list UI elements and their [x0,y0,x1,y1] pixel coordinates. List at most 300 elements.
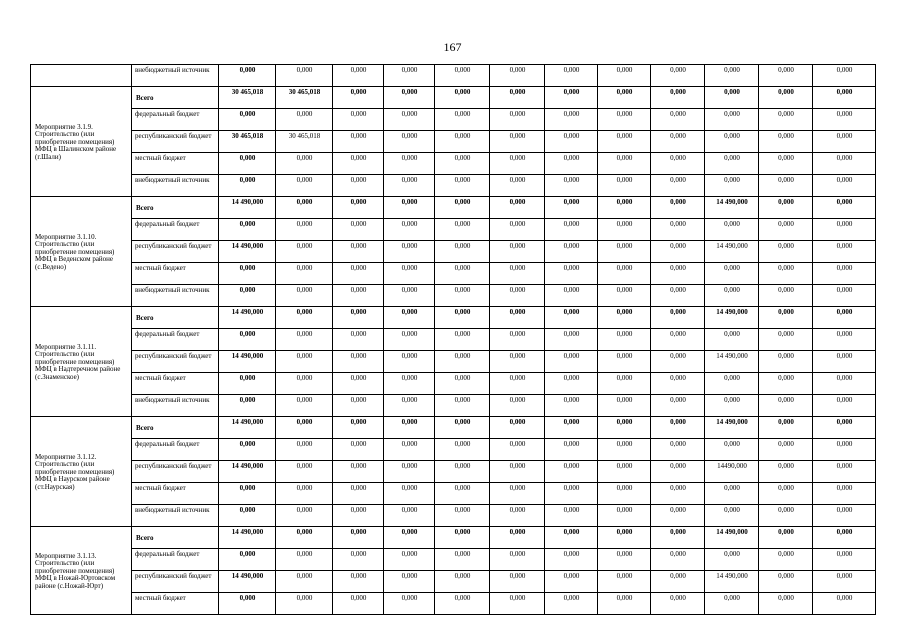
value-cell: 0,000 [759,527,813,549]
source-cell: Всего [132,417,219,439]
value-cell: 0,000 [759,65,813,87]
value-cell: 0,000 [333,351,384,373]
value-cell: 0,000 [813,527,876,549]
source-cell: внебюджетный источник [132,285,219,307]
value-cell: 0,000 [490,241,545,263]
value-cell: 0,000 [435,241,490,263]
value-cell: 0,000 [384,571,435,593]
value-cell: 0,000 [651,65,705,87]
value-cell: 0,000 [759,417,813,439]
value-cell: 0,000 [435,439,490,461]
value-cell: 0,000 [759,285,813,307]
source-cell: федеральный бюджет [132,439,219,461]
value-cell: 0,000 [384,131,435,153]
value-cell: 0,000 [219,483,276,505]
value-cell: 0,000 [219,373,276,395]
value-cell: 0,000 [333,395,384,417]
table-row [31,219,876,241]
value-cell: 0,000 [651,197,705,219]
value-cell: 0,000 [813,395,876,417]
table-row [31,131,876,153]
value-cell: 0,000 [598,593,651,615]
value-cell: 0,000 [490,65,545,87]
value-cell: 0,000 [435,593,490,615]
value-cell: 0,000 [813,549,876,571]
source-cell: внебюджетный источник [132,395,219,417]
source-cell: федеральный бюджет [132,109,219,131]
page-number: 167 [443,40,462,54]
value-cell: 0,000 [219,109,276,131]
value-cell: 0,000 [651,527,705,549]
value-cell: 0,000 [384,483,435,505]
value-cell: 30 465,018 [219,131,276,153]
budget-table [30,64,876,615]
table-row-total [31,197,876,219]
value-cell: 14 490,000 [219,197,276,219]
value-cell: 0,000 [219,263,276,285]
source-cell: республиканский бюджет [132,351,219,373]
value-cell: 0,000 [759,109,813,131]
value-cell: 14 490,000 [219,417,276,439]
value-cell: 0,000 [813,593,876,615]
value-cell: 0,000 [276,307,333,329]
value-cell: 0,000 [598,505,651,527]
value-cell: 14 490,000 [705,197,759,219]
value-cell: 0,000 [384,65,435,87]
value-cell: 0,000 [705,175,759,197]
value-cell: 0,000 [651,483,705,505]
value-cell: 0,000 [813,197,876,219]
value-cell: 0,000 [435,351,490,373]
value-cell: 0,000 [333,329,384,351]
value-cell: 0,000 [333,241,384,263]
value-cell: 0,000 [759,329,813,351]
value-cell: 0,000 [759,373,813,395]
source-cell: внебюджетный источник [132,505,219,527]
table-row [31,263,876,285]
value-cell: 0,000 [651,461,705,483]
value-cell: 0,000 [705,153,759,175]
table-row [31,153,876,175]
value-cell: 0,000 [705,505,759,527]
value-cell: 30 465,018 [276,87,333,109]
event-name-cell: Мероприятие 3.1.9. Строительство (или приобретение помещения) МФЦ в Шалинском районе (г.Шали) [31,87,132,197]
value-cell: 0,000 [333,461,384,483]
value-cell: 0,000 [813,175,876,197]
value-cell: 0,000 [545,483,598,505]
value-cell: 0,000 [813,241,876,263]
value-cell: 0,000 [490,417,545,439]
value-cell: 0,000 [545,329,598,351]
value-cell: 0,000 [759,571,813,593]
value-cell: 14 490,000 [219,241,276,263]
value-cell: 0,000 [759,175,813,197]
value-cell: 14 490,000 [219,307,276,329]
value-cell: 14490,000 [705,461,759,483]
value-cell: 0,000 [545,351,598,373]
table-row [31,439,876,461]
value-cell: 0,000 [276,571,333,593]
value-cell: 0,000 [813,65,876,87]
value-cell: 0,000 [219,329,276,351]
source-cell: федеральный бюджет [132,329,219,351]
value-cell: 0,000 [219,153,276,175]
value-cell: 0,000 [219,505,276,527]
value-cell: 0,000 [651,153,705,175]
value-cell: 0,000 [384,329,435,351]
value-cell: 0,000 [598,219,651,241]
value-cell: 0,000 [435,175,490,197]
value-cell: 0,000 [490,571,545,593]
value-cell: 0,000 [435,483,490,505]
value-cell: 0,000 [435,329,490,351]
value-cell: 14 490,000 [705,241,759,263]
table-row [31,109,876,131]
value-cell: 0,000 [705,131,759,153]
value-cell: 0,000 [813,285,876,307]
source-cell: местный бюджет [132,483,219,505]
table-row [31,571,876,593]
value-cell: 14 490,000 [705,571,759,593]
table-row [31,65,876,87]
value-cell: 0,000 [276,461,333,483]
value-cell: 0,000 [545,109,598,131]
value-cell: 0,000 [276,109,333,131]
source-cell: Всего [132,527,219,549]
value-cell: 0,000 [651,329,705,351]
value-cell: 0,000 [384,285,435,307]
value-cell: 0,000 [598,395,651,417]
value-cell: 0,000 [276,351,333,373]
value-cell: 0,000 [598,461,651,483]
source-cell: республиканский бюджет [132,571,219,593]
value-cell: 14 490,000 [219,351,276,373]
value-cell: 14 490,000 [219,527,276,549]
value-cell: 0,000 [333,131,384,153]
event-name-cell: Мероприятие 3.1.12. Строительство (или приобретение помещения) МФЦ в Наурском районе (ст.Наурская) [31,417,132,527]
value-cell: 0,000 [333,439,384,461]
value-cell: 0,000 [276,505,333,527]
table-row-total [31,417,876,439]
source-cell: внебюджетный источник [132,65,219,87]
value-cell: 0,000 [435,373,490,395]
value-cell: 0,000 [598,197,651,219]
value-cell: 0,000 [598,527,651,549]
value-cell: 0,000 [435,131,490,153]
table-row [31,483,876,505]
value-cell: 30 465,018 [219,87,276,109]
value-cell: 0,000 [276,329,333,351]
value-cell: 0,000 [651,417,705,439]
value-cell: 0,000 [384,197,435,219]
value-cell: 14 490,000 [705,307,759,329]
value-cell: 0,000 [545,131,598,153]
value-cell: 0,000 [651,395,705,417]
value-cell: 0,000 [759,197,813,219]
value-cell: 0,000 [598,131,651,153]
value-cell: 0,000 [435,527,490,549]
value-cell: 0,000 [276,285,333,307]
value-cell: 0,000 [651,175,705,197]
value-cell: 0,000 [490,593,545,615]
source-cell: Всего [132,307,219,329]
value-cell: 0,000 [545,571,598,593]
value-cell: 0,000 [545,395,598,417]
value-cell: 0,000 [705,549,759,571]
value-cell: 0,000 [276,527,333,549]
value-cell: 0,000 [384,351,435,373]
value-cell: 0,000 [276,65,333,87]
value-cell: 0,000 [813,131,876,153]
value-cell: 0,000 [598,153,651,175]
value-cell: 0,000 [545,461,598,483]
value-cell: 0,000 [705,109,759,131]
value-cell: 0,000 [435,87,490,109]
value-cell: 14 490,000 [705,351,759,373]
value-cell: 0,000 [435,307,490,329]
value-cell: 0,000 [384,439,435,461]
value-cell: 0,000 [490,505,545,527]
value-cell: 0,000 [333,197,384,219]
value-cell: 0,000 [435,153,490,175]
value-cell: 0,000 [333,307,384,329]
value-cell: 0,000 [759,461,813,483]
value-cell: 0,000 [598,87,651,109]
value-cell: 0,000 [435,395,490,417]
table-row [31,329,876,351]
value-cell: 0,000 [705,395,759,417]
value-cell: 0,000 [759,593,813,615]
value-cell: 0,000 [490,395,545,417]
source-cell: местный бюджет [132,263,219,285]
table-row-total [31,87,876,109]
value-cell: 0,000 [276,241,333,263]
value-cell: 0,000 [813,483,876,505]
value-cell: 0,000 [705,87,759,109]
value-cell: 0,000 [276,197,333,219]
source-cell: местный бюджет [132,153,219,175]
value-cell: 0,000 [333,483,384,505]
value-cell: 0,000 [545,87,598,109]
value-cell: 0,000 [598,483,651,505]
value-cell: 14 490,000 [219,571,276,593]
value-cell: 0,000 [813,109,876,131]
value-cell: 0,000 [705,483,759,505]
value-cell: 0,000 [759,483,813,505]
value-cell: 0,000 [759,307,813,329]
value-cell: 0,000 [384,175,435,197]
value-cell: 0,000 [490,549,545,571]
value-cell: 0,000 [545,219,598,241]
value-cell: 0,000 [490,263,545,285]
value-cell: 0,000 [598,175,651,197]
event-cell-continued [31,65,132,87]
value-cell: 0,000 [384,307,435,329]
value-cell: 0,000 [276,153,333,175]
value-cell: 0,000 [435,285,490,307]
source-cell: федеральный бюджет [132,219,219,241]
value-cell: 0,000 [435,109,490,131]
value-cell: 0,000 [333,417,384,439]
value-cell: 0,000 [759,351,813,373]
value-cell: 0,000 [545,593,598,615]
table-row [31,285,876,307]
value-cell: 14 490,000 [705,417,759,439]
value-cell: 0,000 [545,263,598,285]
value-cell: 0,000 [490,483,545,505]
value-cell: 0,000 [333,527,384,549]
value-cell: 0,000 [219,549,276,571]
value-cell: 0,000 [384,505,435,527]
value-cell: 0,000 [435,65,490,87]
value-cell: 0,000 [384,461,435,483]
value-cell: 0,000 [384,87,435,109]
value-cell: 0,000 [813,373,876,395]
value-cell: 0,000 [384,263,435,285]
source-cell: республиканский бюджет [132,241,219,263]
value-cell: 0,000 [219,395,276,417]
value-cell: 0,000 [490,307,545,329]
value-cell: 0,000 [598,373,651,395]
table-row [31,373,876,395]
value-cell: 0,000 [545,549,598,571]
value-cell: 0,000 [490,175,545,197]
value-cell: 0,000 [333,65,384,87]
value-cell: 0,000 [219,175,276,197]
value-cell: 0,000 [705,593,759,615]
table-row [31,461,876,483]
value-cell: 0,000 [490,219,545,241]
value-cell: 0,000 [435,417,490,439]
value-cell: 0,000 [813,439,876,461]
value-cell: 0,000 [545,373,598,395]
value-cell: 0,000 [545,307,598,329]
value-cell: 0,000 [813,461,876,483]
value-cell: 0,000 [435,549,490,571]
value-cell: 0,000 [219,219,276,241]
value-cell: 0,000 [813,87,876,109]
value-cell: 0,000 [705,65,759,87]
value-cell: 0,000 [598,329,651,351]
value-cell: 0,000 [651,131,705,153]
value-cell: 0,000 [276,219,333,241]
value-cell: 0,000 [333,175,384,197]
table-row [31,593,876,615]
table-row-total [31,307,876,329]
value-cell: 0,000 [276,483,333,505]
value-cell: 0,000 [705,329,759,351]
value-cell: 0,000 [490,285,545,307]
value-cell: 0,000 [705,219,759,241]
value-cell: 0,000 [705,439,759,461]
value-cell: 0,000 [219,65,276,87]
value-cell: 0,000 [333,593,384,615]
value-cell: 0,000 [545,153,598,175]
value-cell: 0,000 [219,439,276,461]
value-cell: 0,000 [651,439,705,461]
value-cell: 0,000 [705,373,759,395]
value-cell: 0,000 [545,65,598,87]
source-cell: федеральный бюджет [132,549,219,571]
source-cell: республиканский бюджет [132,131,219,153]
value-cell: 0,000 [333,505,384,527]
source-cell: местный бюджет [132,373,219,395]
value-cell: 0,000 [813,219,876,241]
value-cell: 0,000 [490,153,545,175]
value-cell: 0,000 [813,329,876,351]
value-cell: 0,000 [384,527,435,549]
value-cell: 0,000 [651,307,705,329]
value-cell: 0,000 [813,351,876,373]
value-cell: 0,000 [598,439,651,461]
event-name-cell: Мероприятие 3.1.10. Строительство (или приобретение помещения) МФЦ в Веденском районе (с.Ведено) [31,197,132,307]
table-row [31,549,876,571]
value-cell: 0,000 [813,417,876,439]
table-row [31,505,876,527]
value-cell: 0,000 [598,351,651,373]
value-cell: 0,000 [598,285,651,307]
value-cell: 0,000 [490,527,545,549]
value-cell: 0,000 [435,197,490,219]
value-cell: 0,000 [384,241,435,263]
value-cell: 0,000 [384,549,435,571]
value-cell: 0,000 [651,505,705,527]
value-cell: 0,000 [759,505,813,527]
event-name-cell: Мероприятие 3.1.11. Строительство (или приобретение помещения) МФЦ в Надтеречном районе (с.Знаменское) [31,307,132,417]
value-cell: 0,000 [598,307,651,329]
value-cell: 0,000 [759,549,813,571]
value-cell: 0,000 [490,351,545,373]
source-cell: Всего [132,87,219,109]
value-cell: 0,000 [598,65,651,87]
value-cell: 0,000 [705,263,759,285]
value-cell: 0,000 [759,439,813,461]
value-cell: 0,000 [276,593,333,615]
value-cell: 0,000 [384,109,435,131]
value-cell: 30 465,018 [276,131,333,153]
value-cell: 0,000 [651,285,705,307]
value-cell: 0,000 [276,395,333,417]
value-cell: 0,000 [490,197,545,219]
value-cell: 0,000 [813,571,876,593]
event-name-cell: Мероприятие 3.1.13. Строительство (или приобретение помещения) МФЦ в Ножай-Юртовском районе (с.Ножай-Юрт) [31,527,132,615]
value-cell: 0,000 [759,219,813,241]
value-cell: 0,000 [490,87,545,109]
value-cell: 0,000 [651,549,705,571]
table-row [31,175,876,197]
value-cell: 0,000 [545,505,598,527]
value-cell: 0,000 [813,153,876,175]
value-cell: 0,000 [545,527,598,549]
value-cell: 0,000 [435,263,490,285]
value-cell: 0,000 [598,549,651,571]
value-cell: 0,000 [333,109,384,131]
value-cell: 0,000 [545,197,598,219]
value-cell: 14 490,000 [705,527,759,549]
value-cell: 0,000 [651,241,705,263]
value-cell: 0,000 [651,219,705,241]
value-cell: 0,000 [276,549,333,571]
value-cell: 0,000 [651,351,705,373]
value-cell: 0,000 [333,571,384,593]
value-cell: 0,000 [545,241,598,263]
source-cell: Всего [132,197,219,219]
source-cell: внебюджетный источник [132,175,219,197]
value-cell: 0,000 [219,285,276,307]
value-cell: 0,000 [276,373,333,395]
value-cell: 0,000 [759,153,813,175]
value-cell: 0,000 [384,417,435,439]
